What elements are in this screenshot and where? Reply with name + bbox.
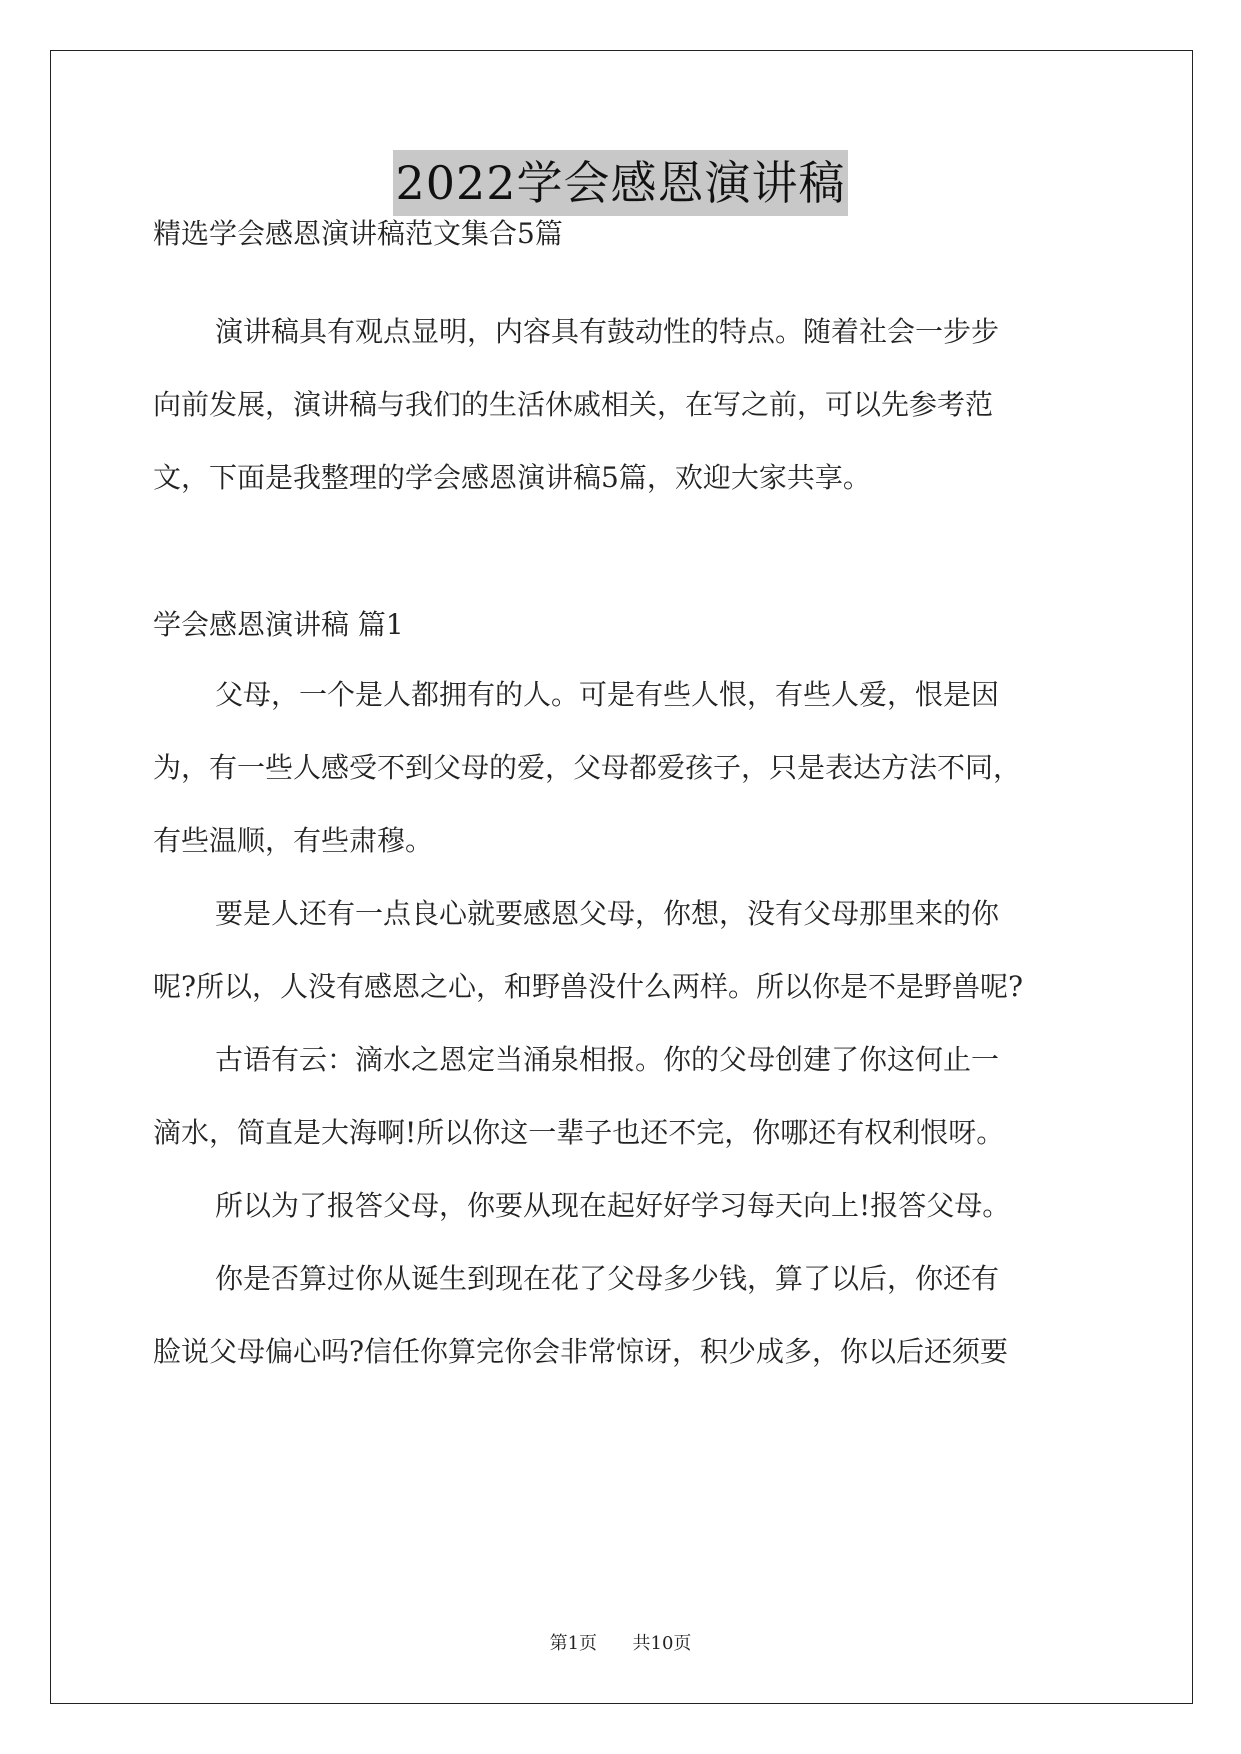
intro-line: 演讲稿具有观点显明，内容具有鼓动性的特点。随着社会一步步 [215, 315, 1000, 348]
body-line: 呢?所以，人没有感恩之心，和野兽没什么两样。所以你是不是野兽呢? [153, 970, 1024, 1003]
page-total: 共10页 [632, 1633, 692, 1654]
page-border [50, 50, 1193, 1704]
page-number: 第1页 [549, 1633, 598, 1654]
body-line: 古语有云：滴水之恩定当涌泉相报。你的父母创建了你这何止一 [215, 1043, 1000, 1076]
body-line: 要是人还有一点良心就要感恩父母，你想，没有父母那里来的你 [215, 897, 1000, 930]
body-line: 有些温顺，有些肃穆。 [153, 824, 434, 857]
body-line: 所以为了报答父母，你要从现在起好好学习每天向上!报答父母。 [215, 1189, 1011, 1222]
title-container [0, 150, 1241, 216]
body-line: 脸说父母偏心吗?信任你算完你会非常惊讶，积少成多，你以后还须要 [153, 1335, 1009, 1368]
body-line: 父母，一个是人都拥有的人。可是有些人恨，有些人爱，恨是因 [215, 678, 1000, 711]
subtitle: 精选学会感恩演讲稿范文集合5篇 [153, 217, 563, 250]
section-heading: 学会感恩演讲稿 篇1 [153, 608, 404, 641]
document-title: 2022学会感恩演讲稿 [393, 150, 847, 216]
page-footer [0, 1632, 1241, 1656]
intro-line: 文，下面是我整理的学会感恩演讲稿5篇，欢迎大家共享。 [153, 461, 871, 494]
intro-line: 向前发展，演讲稿与我们的生活休戚相关，在写之前，可以先参考范 [153, 388, 994, 421]
body-line: 滴水，简直是大海啊!所以你这一辈子也还不完，你哪还有权利恨呀。 [153, 1116, 1005, 1149]
body-line: 为，有一些人感受不到父母的爱，父母都爱孩子，只是表达方法不同， [153, 751, 1022, 784]
body-line: 你是否算过你从诞生到现在花了父母多少钱，算了以后，你还有 [215, 1262, 1000, 1295]
